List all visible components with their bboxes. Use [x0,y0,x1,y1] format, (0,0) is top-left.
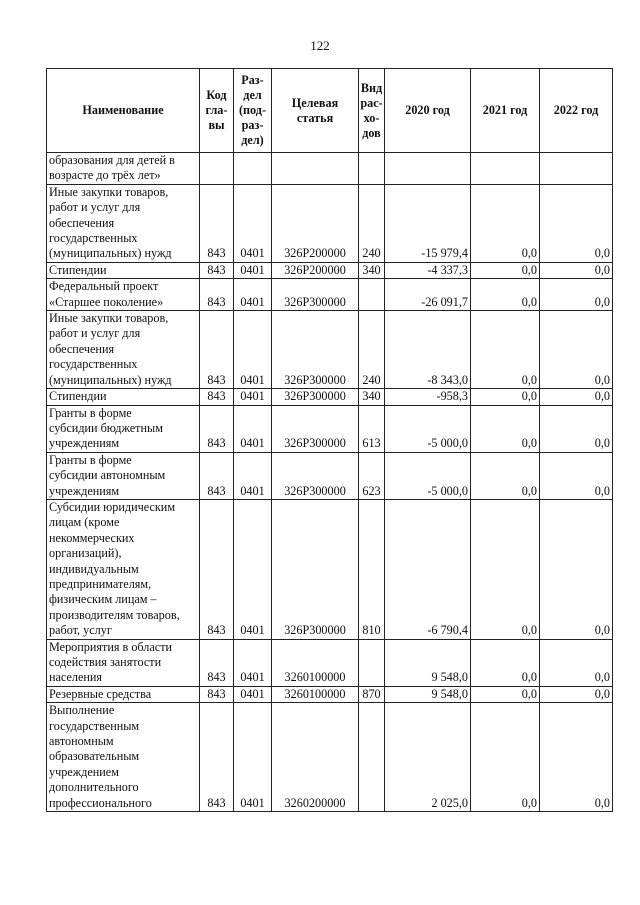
cell-expense-type [359,153,385,185]
cell-section: 0401 [234,639,272,686]
cell-year-2022: 0,0 [540,389,613,405]
cell-year-2022: 0,0 [540,499,613,639]
table-row [47,499,613,639]
cell-name: Федеральный проект «Старшее поколение» [47,279,200,311]
cell-section: 0401 [234,311,272,389]
table-row [47,262,613,278]
cell-expense-type: 613 [359,405,385,452]
table-row [47,405,613,452]
cell-chapter-code: 843 [200,452,234,499]
cell-name: Субсидии юридическим лицам (кроме некоммерческих организаций), индивидуальным предпринимателям, физическим лицам – производителям товаров, работ, услуг [47,499,200,639]
cell-year-2020: -4 337,3 [385,262,471,278]
cell-year-2022: 0,0 [540,311,613,389]
header-target-article: Целевая статья [272,69,359,153]
cell-name: Гранты в форме субсидии бюджетным учреждениям [47,405,200,452]
cell-target-article: 326P300000 [272,311,359,389]
cell-year-2020: -5 000,0 [385,405,471,452]
cell-target-article: 3260100000 [272,639,359,686]
cell-chapter-code: 843 [200,184,234,262]
cell-section: 0401 [234,499,272,639]
cell-year-2021: 0,0 [471,452,540,499]
cell-expense-type: 240 [359,311,385,389]
cell-expense-type: 340 [359,389,385,405]
cell-target-article: 326P200000 [272,262,359,278]
cell-expense-type [359,639,385,686]
cell-target-article: 326P300000 [272,279,359,311]
cell-year-2020: -958,3 [385,389,471,405]
table-header-row [47,69,613,153]
cell-expense-type: 240 [359,184,385,262]
cell-target-article [272,153,359,185]
cell-target-article: 326P200000 [272,184,359,262]
cell-name: Стипендии [47,389,200,405]
cell-target-article: 3260100000 [272,686,359,702]
cell-section: 0401 [234,389,272,405]
cell-name: Гранты в форме субсидии автономным учреждениям [47,452,200,499]
cell-expense-type: 810 [359,499,385,639]
table-row [47,703,613,812]
cell-year-2022: 0,0 [540,262,613,278]
cell-chapter-code: 843 [200,405,234,452]
cell-section: 0401 [234,184,272,262]
cell-year-2021: 0,0 [471,703,540,812]
cell-year-2021: 0,0 [471,686,540,702]
cell-year-2021: 0,0 [471,405,540,452]
cell-year-2022: 0,0 [540,279,613,311]
header-chapter-code: Код гла- вы [200,69,234,153]
cell-section: 0401 [234,279,272,311]
cell-chapter-code: 843 [200,639,234,686]
cell-section: 0401 [234,686,272,702]
header-name: Наименование [47,69,200,153]
cell-chapter-code: 843 [200,389,234,405]
cell-year-2021: 0,0 [471,499,540,639]
table-row [47,389,613,405]
cell-year-2020 [385,153,471,185]
cell-year-2020: 9 548,0 [385,686,471,702]
cell-year-2021: 0,0 [471,184,540,262]
cell-year-2020: -8 343,0 [385,311,471,389]
table-row [47,311,613,389]
cell-name: Резервные средства [47,686,200,702]
header-expense-type: Вид рас- хо- дов [359,69,385,153]
cell-year-2022: 0,0 [540,452,613,499]
cell-target-article: 3260200000 [272,703,359,812]
cell-year-2021: 0,0 [471,389,540,405]
table-row [47,279,613,311]
cell-chapter-code: 843 [200,262,234,278]
cell-section: 0401 [234,452,272,499]
cell-expense-type: 340 [359,262,385,278]
cell-name: Стипендии [47,262,200,278]
cell-year-2020: -26 091,7 [385,279,471,311]
cell-name: Иные закупки товаров, работ и услуг для обеспечения государственных (муниципальных) нужд [47,184,200,262]
cell-chapter-code: 843 [200,279,234,311]
cell-year-2021 [471,153,540,185]
cell-year-2021: 0,0 [471,279,540,311]
cell-year-2022: 0,0 [540,405,613,452]
cell-name: образования для детей в возрасте до трёх лет» [47,153,200,185]
cell-chapter-code: 843 [200,703,234,812]
header-year-2021: 2021 год [471,69,540,153]
page-number: 122 [310,38,330,53]
cell-target-article: 326P300000 [272,499,359,639]
cell-chapter-code: 843 [200,311,234,389]
cell-year-2021: 0,0 [471,262,540,278]
cell-year-2022: 0,0 [540,686,613,702]
cell-year-2020: 9 548,0 [385,639,471,686]
cell-chapter-code: 843 [200,499,234,639]
cell-name: Выполнение государственным автономным образовательным учреждением дополнительного профессионального [47,703,200,812]
table-row [47,452,613,499]
header-section: Раз- дел (под- раз- дел) [234,69,272,153]
cell-year-2020: -6 790,4 [385,499,471,639]
cell-chapter-code: 843 [200,686,234,702]
cell-year-2020: -5 000,0 [385,452,471,499]
table-row [47,184,613,262]
cell-section: 0401 [234,703,272,812]
cell-target-article: 326P300000 [272,389,359,405]
cell-expense-type [359,703,385,812]
table-row [47,686,613,702]
cell-target-article: 326P300000 [272,452,359,499]
cell-year-2022: 0,0 [540,184,613,262]
cell-year-2022 [540,153,613,185]
cell-year-2021: 0,0 [471,311,540,389]
budget-table [46,68,613,812]
cell-year-2020: -15 979,4 [385,184,471,262]
header-year-2020: 2020 год [385,69,471,153]
cell-year-2022: 0,0 [540,639,613,686]
cell-expense-type [359,279,385,311]
cell-chapter-code [200,153,234,185]
header-year-2022: 2022 год [540,69,613,153]
table-row [47,639,613,686]
table-row [47,153,613,185]
cell-year-2021: 0,0 [471,639,540,686]
cell-year-2020: 2 025,0 [385,703,471,812]
table-body [47,153,613,812]
cell-expense-type: 623 [359,452,385,499]
cell-section [234,153,272,185]
cell-name: Иные закупки товаров, работ и услуг для обеспечения государственных (муниципальных) нужд [47,311,200,389]
cell-expense-type: 870 [359,686,385,702]
cell-section: 0401 [234,262,272,278]
cell-section: 0401 [234,405,272,452]
cell-name: Мероприятия в области содействия занятости населения [47,639,200,686]
cell-target-article: 326P300000 [272,405,359,452]
cell-year-2022: 0,0 [540,703,613,812]
